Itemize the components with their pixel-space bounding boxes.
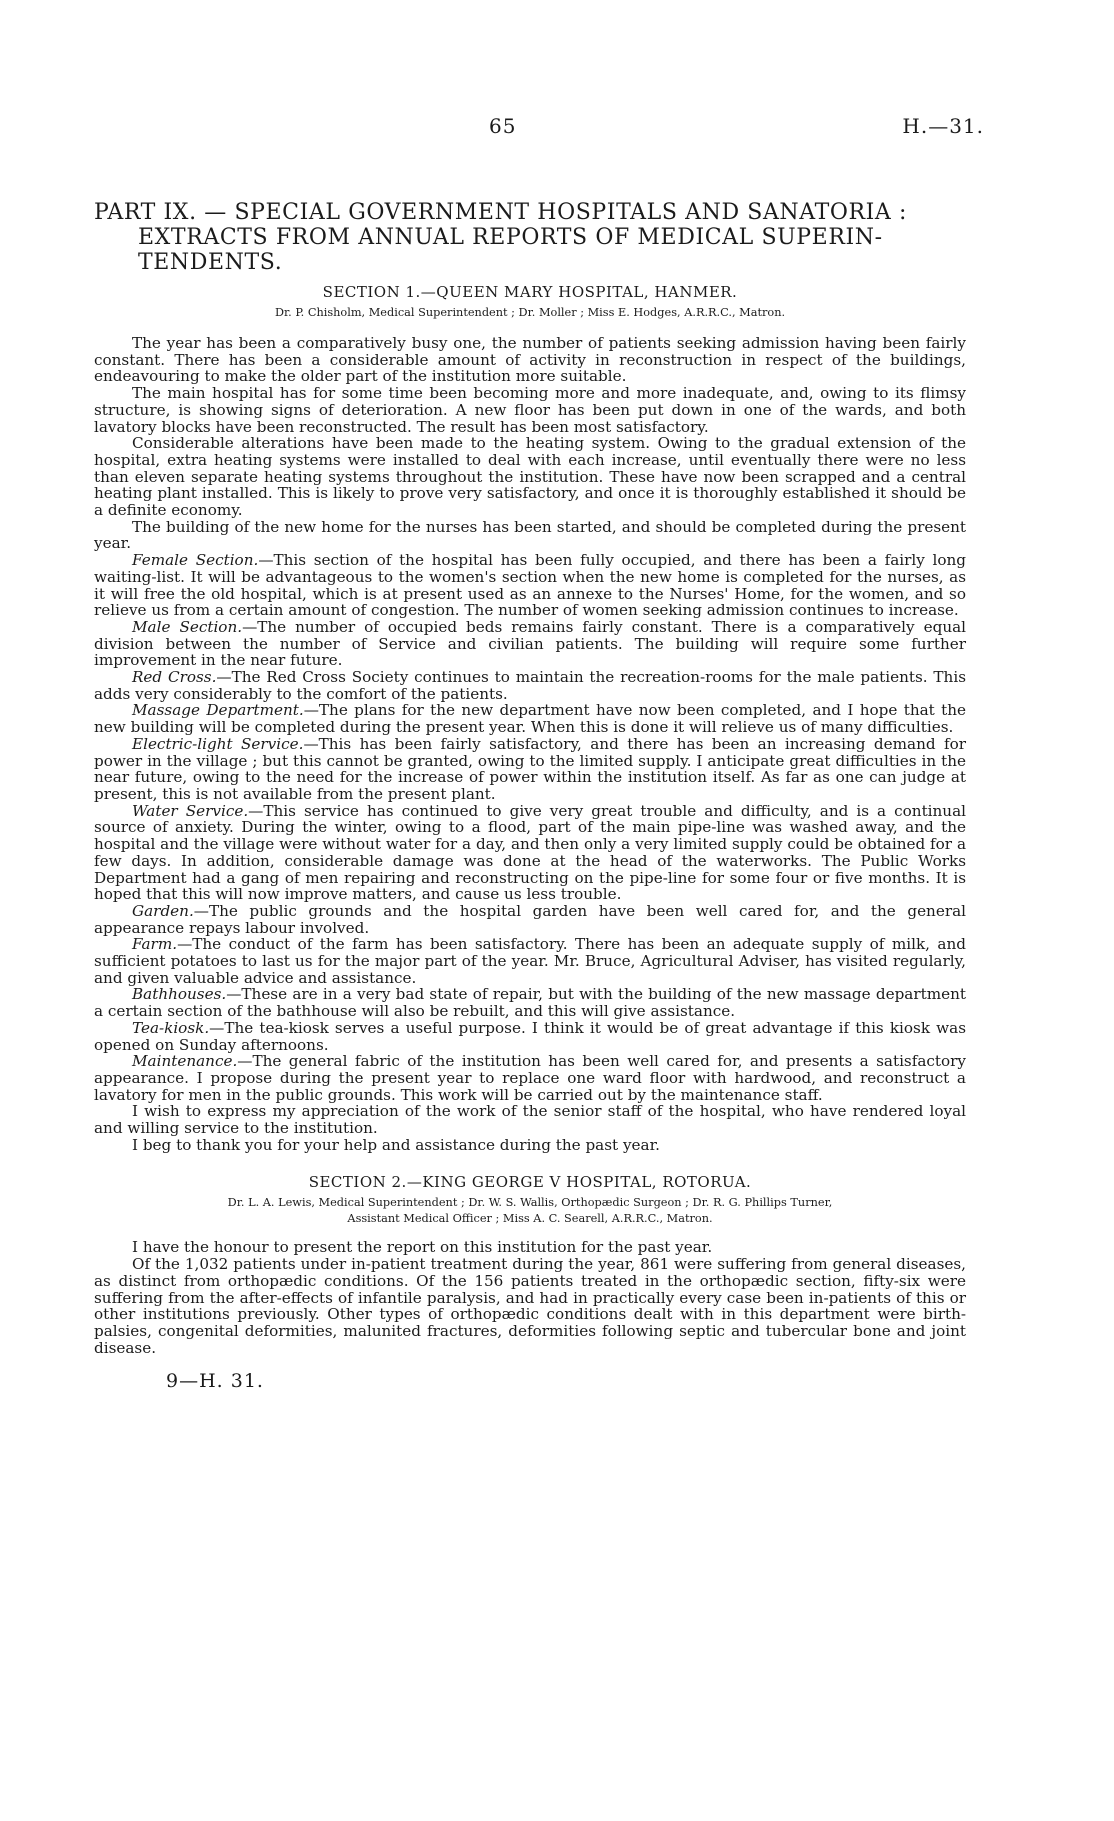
paragraph [94,936,966,986]
part-title-line-1: PART IX. — SPECIAL GOVERNMENT HOSPITALS AND SANATORIA : [94,200,908,225]
paragraph-text: Of the 1,032 patients under in-patient treatment during the year, 861 were suffering from general diseases, as distinct from orthopædic conditions. Of the 156 patients treated in the orthopædic section, fifty-six were suffering from the after-effects of infantile paralysis, and had in practically every case been in-patients of this or other institutions previously. Other types of orthopædic conditions dealt with in this department were birth-palsies, congenital deformities, malunited fractures, deformities following septic and tubercular bone and joint disease. [94,1255,966,1357]
paragraph [94,669,966,702]
paragraph-heading: Bathhouses. [132,985,227,1004]
paragraph-heading: Red Cross. [132,668,217,687]
section-1-title: SECTION 1.—QUEEN MARY HOSPITAL, HANMER. [322,283,738,301]
paragraph-heading: Massage Department. [132,701,304,720]
paragraph-text: I wish to express my appreciation of the work of the senior staff of the hospital, who have rendered loyal and willing service to the institution. [94,1102,966,1138]
paragraph [94,1137,966,1154]
paragraph-heading: Tea-kiosk. [132,1018,210,1037]
section-2-title: SECTION 2.—KING GEORGE V HOSPITAL, ROTORUA. [308,1173,752,1192]
paragraph-text: I beg to thank you for your help and assistance during the past year. [132,1135,661,1154]
paragraph [94,736,966,803]
paragraph-text: —This section of the hospital has been fully occupied, and there has been a fairly long waiting-list. It will be advantageous to the women's section when the new home is completed for the nurses, as it will free the old hospital, which is at present used as an annexe to the Nurses' Home, for the women, and so relieve us from a certain amount of congestion. The number of women seeking admission continues to increase. [94,551,967,620]
paragraph [94,552,966,619]
paragraph [94,702,966,735]
paragraph [94,1020,966,1053]
document-reference: H.—31. [902,114,984,138]
section-2-staff-line-2: Assistant Medical Officer ; Miss A. C. Searell, A.R.R.C., Matron. [347,1212,713,1226]
paragraph-text: —The conduct of the farm has been satisfactory. There has been an adequate supply of milk, and sufficient potatoes to last us for the major part of the year. Mr. Bruce, Agricultural Adviser, has visited regularly, and given valuable advice and assistance. [94,935,966,987]
paragraph [94,803,966,903]
paragraph [94,435,966,519]
part-title-line-2: EXTRACTS FROM ANNUAL REPORTS OF MEDICAL SUPERIN- [138,225,883,250]
paragraph-text: Considerable alterations have been made to the heating system. Owing to the gradual extension of the hospital, extra heating systems were installed to deal with each increase, until eventually there were no less than eleven separate heating systems throughout the institution. These have now been scrapped and a central heating plant installed. This is likely to prove very satisfactory, and once it is thoroughly established it should be a definite economy. [94,434,966,520]
paragraph-text: —The plans for the new department have now been completed, and I hope that the new building will be completed during the present year. When this is done it will relieve us of many difficulties. [94,701,966,737]
paragraph [94,519,966,552]
paragraph [94,1256,966,1356]
part-title [94,200,966,275]
paragraph-text: The year has been a comparatively busy one, the number of patients seeking admission having been fairly constant. There has been a considerable amount of activity in reconstruction in respect of the buildings, endeavouring to make the older part of the institution more suitable. [94,334,966,386]
paragraph-text: —The general fabric of the institution has been well cared for, and presents a satisfactory appearance. I propose during the present year to replace one ward floor with hardwood, and reconstruct a lavatory for men in the public grounds. This work will be carried out by the maintenance staff. [94,1052,966,1104]
paragraph [94,385,966,435]
paragraph-heading: Female Section. [132,551,259,570]
paragraph [94,1239,966,1256]
paragraph [94,903,966,936]
section-2-staff [94,1195,966,1227]
paragraph-text: —This has been fairly satisfactory, and there has been an increasing demand for power in the village ; but this cannot be granted, owing to the limited supply. I anticipate great difficulties in the near future, owing to the need for the increase of power within the institution itself. As far as one can judge at present, this is not available from the present plant. [94,734,966,803]
page-signature: 9—H. 31. [166,1370,264,1393]
paragraph-heading: Maintenance. [132,1052,238,1071]
paragraph-text: —This service has continued to give very great trouble and difficulty, and is a continual source of anxiety. During the winter, owing to a flood, part of the main pipe-line was washed away, and the hospital and the village were without water for a day, and then only a very limited supply could be obtained for a few days. In addition, considerable damage was done at the head of the waterworks. The Public Works Department had a gang of men repairing and reconstructing on the pipe-line for some four or five months. It is hoped that this will now improve matters, and cause us less trouble. [94,801,967,904]
paragraph-text: —These are in a very bad state of repair, but with the building of the new massage department a certain section of the bathhouse will also be rebuilt, and this will give assistance. [94,985,966,1021]
section-2-staff-line-1: Dr. L. A. Lewis, Medical Superintendent ; Dr. W. S. Wallis, Orthopædic Surgeon ; Dr. R. G. Phillips Turner, [227,1196,833,1210]
section-2-body [94,1239,966,1356]
paragraph-heading: Farm. [132,935,178,954]
paragraph-text: —The public grounds and the hospital garden have been well cared for, and the general appearance repays labour involved. [94,901,966,937]
paragraph-heading: Water Service. [132,801,249,820]
part-title-line-3: TENDENTS. [138,250,283,275]
paragraph-text: I have the honour to present the report on this institution for the past year. [132,1238,713,1257]
paragraph-heading: Garden. [132,901,194,920]
paragraph [94,1053,966,1103]
paragraph-heading: Male Section. [132,617,243,636]
paragraph [94,986,966,1019]
paragraph-text: —The number of occupied beds remains fairly constant. There is a comparatively equal division between the number of Service and civilian patients. The building will require some further improvement in the near future. [94,617,967,670]
paragraph-heading: Electric-light Service. [132,734,304,753]
paragraph-text: The main hospital has for some time been becoming more and more inadequate, and, owing to its flimsy structure, is showing signs of deterioration. A new floor has been put down in one of the wards, and both lavatory blocks have been reconstructed. The result has been most satisfactory. [94,384,966,436]
paragraph [94,335,966,385]
paragraph-text: —The tea-kiosk serves a useful purpose. I think it would be of great advantage if this kiosk was opened on Sunday afternoons. [94,1018,966,1054]
paragraph-text: —The Red Cross Society continues to maintain the recreation-rooms for the male patients. This adds very considerably to the comfort of the patients. [94,668,966,703]
page-header [94,108,984,138]
paragraph-text: The building of the new home for the nurses has been started, and should be completed during the present year. [94,517,966,553]
page-number: 65 [489,114,517,138]
section-1-staff: Dr. P. Chisholm, Medical Superintendent ; Dr. Moller ; Miss E. Hodges, A.R.R.C., Matron. [274,306,786,319]
paragraph [94,619,966,669]
section-1-body [94,335,966,1153]
paragraph [94,1103,966,1136]
